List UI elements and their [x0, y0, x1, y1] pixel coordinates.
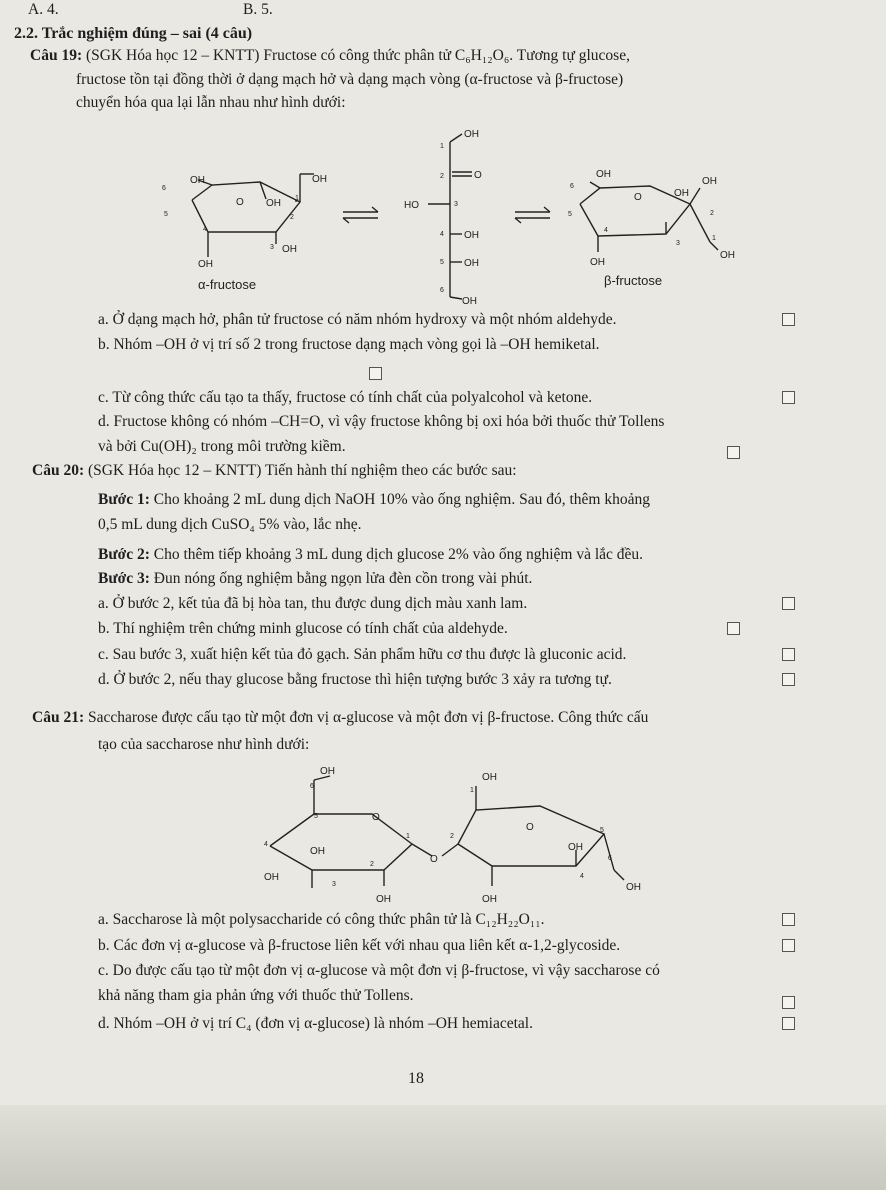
chain-num-4: 4: [440, 231, 444, 238]
sac-glu-ring-o: O: [372, 812, 380, 823]
sac-oh-2: OH: [376, 894, 391, 905]
sac-num-6: 6: [310, 783, 314, 790]
sac-oh-3: OH: [310, 846, 325, 857]
q21-c-line1: c. Do được cấu tạo từ một đơn vị α-glucose và một đơn vị β-fructose, vì vậy saccharose có: [98, 962, 660, 979]
sac-num-2: 2: [370, 861, 374, 868]
chain-num-1: 1: [440, 143, 444, 150]
alpha-oh-2: OH: [266, 198, 281, 209]
q19-a-checkbox[interactable]: [782, 313, 795, 326]
q21-text1: Saccharose được cấu tạo từ một đơn vị α-glucose và một đơn vị β-fructose. Công thức cấu: [87, 709, 649, 726]
q20-step1-cont: 0,5 mL dung dịch CuSO₄ 5% vào, lắc nhẹ.: [98, 516, 362, 533]
q20-step3: [98, 569, 532, 589]
sac-num-5: 5: [314, 813, 318, 820]
prev-option-b: B. 5.: [243, 1, 273, 18]
alpha-oh-3: OH: [282, 244, 297, 255]
q21-line1: [32, 708, 648, 728]
sac-fru-num-6: 6: [608, 855, 612, 862]
q19-d-line2: và bởi Cu(OH)₂ trong môi trường kiềm.: [98, 438, 346, 455]
q21-label: Câu 21:: [32, 709, 85, 726]
fructose-equilibrium-diagram: [150, 112, 770, 308]
q19-line1: [30, 46, 630, 66]
q19-line3: chuyển hóa qua lại lẫn nhau như hình dưới:: [76, 94, 346, 111]
alpha-num-6: 6: [162, 185, 166, 192]
chain-ho-3: HO: [404, 200, 419, 211]
q21-a-checkbox[interactable]: [782, 913, 795, 926]
q20-line1: [32, 461, 517, 481]
q20-step3-text: Đun nóng ống nghiệm bằng ngọn lửa đèn cồn trong vài phút.: [153, 570, 533, 587]
q19-a: [98, 310, 617, 330]
sac-fru-ring-o: O: [526, 822, 534, 833]
sac-fru-num-4: 4: [580, 873, 584, 880]
chain-num-5: 5: [440, 259, 444, 266]
q20-step2-label: Bước 2:: [98, 546, 150, 563]
q20-step1: [98, 490, 650, 510]
alpha-num-1: 1: [295, 195, 299, 202]
q19-text1: (SGK Hóa học 12 – KNTT) Fructose có công thức phân tử C₆H₁₂O₆. Tương tự glucose,: [85, 47, 630, 64]
q19-b-checkbox[interactable]: [369, 367, 382, 380]
alpha-oh-6: OH: [190, 175, 205, 186]
beta-num-1: 1: [712, 235, 716, 242]
q21-line2: tạo của saccharose như hình dưới:: [98, 736, 310, 753]
q19-b: b. Nhóm –OH ở vị trí số 2 trong fructose dạng mạch vòng gọi là –OH hemiketal.: [98, 336, 600, 353]
q21-a: a. Saccharose là một polysaccharide có công thức phân tử là C₁₂H₂₂O₁₁.: [98, 911, 545, 928]
alpha-num-3: 3: [270, 244, 274, 251]
chain-num-3: 3: [454, 201, 458, 208]
section-title: 2.2. Trắc nghiệm đúng – sai (4 câu): [14, 25, 253, 42]
beta-num-2: 2: [710, 210, 714, 217]
alpha-num-4: 4: [203, 226, 207, 233]
q19-d-checkbox[interactable]: [727, 446, 740, 459]
sac-fru-num-5: 5: [600, 827, 604, 834]
q20-step1-text: Cho khoảng 2 mL dung dịch NaOH 10% vào ống nghiệm. Sau đó, thêm khoảng: [153, 491, 650, 508]
sac-num-3: 3: [332, 881, 336, 888]
alpha-oh-1: OH: [312, 174, 327, 185]
q21-c-line2: khả năng tham gia phản ứng với thuốc thử Tollens.: [98, 987, 414, 1004]
sac-glycoside-o: O: [430, 854, 438, 865]
q21-b-checkbox[interactable]: [782, 939, 795, 952]
chain-oh-1: OH: [464, 129, 479, 140]
sac-fru-oh-4: OH: [482, 894, 497, 905]
beta-fructose-name: β-fructose: [604, 273, 663, 288]
beta-oh-1: OH: [720, 250, 735, 261]
q20-step2: [98, 545, 643, 565]
q20-step1-label: Bước 1:: [98, 491, 150, 508]
prev-option-a: A. 4.: [28, 1, 59, 18]
beta-num-4: 4: [604, 227, 608, 234]
q20-text1: (SGK Hóa học 12 – KNTT) Tiến hành thí nghiệm theo các bước sau:: [87, 462, 517, 479]
page-bottom-edge: [0, 1105, 886, 1190]
q20-a: a. Ở bước 2, kết tủa đã bị hòa tan, thu được dung dịch màu xanh lam.: [98, 595, 528, 612]
sac-fru-oh-3: OH: [568, 842, 583, 853]
chain-oh-5: OH: [464, 258, 479, 269]
sac-fru-oh-1: OH: [482, 772, 497, 783]
beta-ring-o: O: [634, 192, 642, 203]
chain-oh-6: OH: [462, 296, 477, 307]
q20-c: c. Sau bước 3, xuất hiện kết tủa đỏ gạch. Sản phẩm hữu cơ thu được là gluconic acid.: [98, 646, 627, 663]
alpha-fructose-name: α-fructose: [198, 277, 257, 292]
q19-line2: fructose tồn tại đồng thời ở dạng mạch hở và dạng mạch vòng (α-fructose và β-fructose): [76, 71, 624, 88]
sac-fru-num-2: 2: [450, 833, 454, 840]
q19-label: Câu 19:: [30, 47, 83, 64]
sac-num-1: 1: [406, 833, 410, 840]
q21-d-checkbox[interactable]: [782, 1017, 795, 1030]
alpha-oh-4: OH: [198, 259, 213, 270]
q20-step3-label: Bước 3:: [98, 570, 150, 587]
q19-d-line1: d. Fructose không có nhóm –CH=O, vì vậy fructose không bị oxi hóa bởi thuốc thử Tollens: [98, 413, 665, 430]
q20-step2-text: Cho thêm tiếp khoảng 3 mL dung dịch glucose 2% vào ống nghiệm và lắc đều.: [153, 546, 644, 563]
q20-c-checkbox[interactable]: [782, 648, 795, 661]
q20-d-checkbox[interactable]: [782, 673, 795, 686]
sac-fru-oh-6: OH: [626, 882, 641, 893]
chain-oh-4: OH: [464, 230, 479, 241]
q20-d: d. Ở bước 2, nếu thay glucose bằng fructose thì hiện tượng bước 3 xảy ra tương tự.: [98, 671, 612, 688]
q19-a-text: a. Ở dạng mạch hở, phân tử fructose có năm nhóm hydroxy và một nhóm aldehyde.: [98, 311, 617, 328]
chain-o: O: [474, 170, 482, 181]
alpha-ring-o: O: [236, 197, 244, 208]
beta-num-6: 6: [570, 183, 574, 190]
q21-b: b. Các đơn vị α-glucose và β-fructose liên kết với nhau qua liên kết α-1,2-glycoside.: [98, 937, 621, 954]
beta-oh-6: OH: [596, 169, 611, 180]
beta-num-3: 3: [676, 240, 680, 247]
chain-num-2: 2: [440, 173, 444, 180]
q20-a-checkbox[interactable]: [782, 597, 795, 610]
sac-oh-6: OH: [320, 766, 335, 777]
chain-num-6: 6: [440, 287, 444, 294]
q19-c: c. Từ công thức cấu tạo ta thấy, fructose có tính chất của polyalcohol và ketone.: [98, 389, 593, 406]
saccharose-structure-diagram: [250, 758, 670, 906]
sac-oh-4: OH: [264, 872, 279, 883]
q19-c-checkbox[interactable]: [782, 391, 795, 404]
page-number: 18: [408, 1070, 424, 1087]
alpha-num-5: 5: [164, 211, 168, 218]
sac-num-4: 4: [264, 841, 268, 848]
beta-oh-top: OH: [702, 176, 717, 187]
sac-fru-num-1: 1: [470, 787, 474, 794]
alpha-num-2: 2: [290, 214, 294, 221]
q20-b: b. Thí nghiệm trên chứng minh glucose có tính chất của aldehyde.: [98, 620, 508, 637]
beta-oh-4: OH: [590, 257, 605, 268]
q21-d: d. Nhóm –OH ở vị trí C₄ (đơn vị α-glucose) là nhóm –OH hemiacetal.: [98, 1015, 533, 1032]
q20-label: Câu 20:: [32, 462, 85, 479]
q21-c-checkbox[interactable]: [782, 996, 795, 1009]
beta-num-5: 5: [568, 211, 572, 218]
q20-b-checkbox[interactable]: [727, 622, 740, 635]
beta-oh-2: OH: [674, 188, 689, 199]
